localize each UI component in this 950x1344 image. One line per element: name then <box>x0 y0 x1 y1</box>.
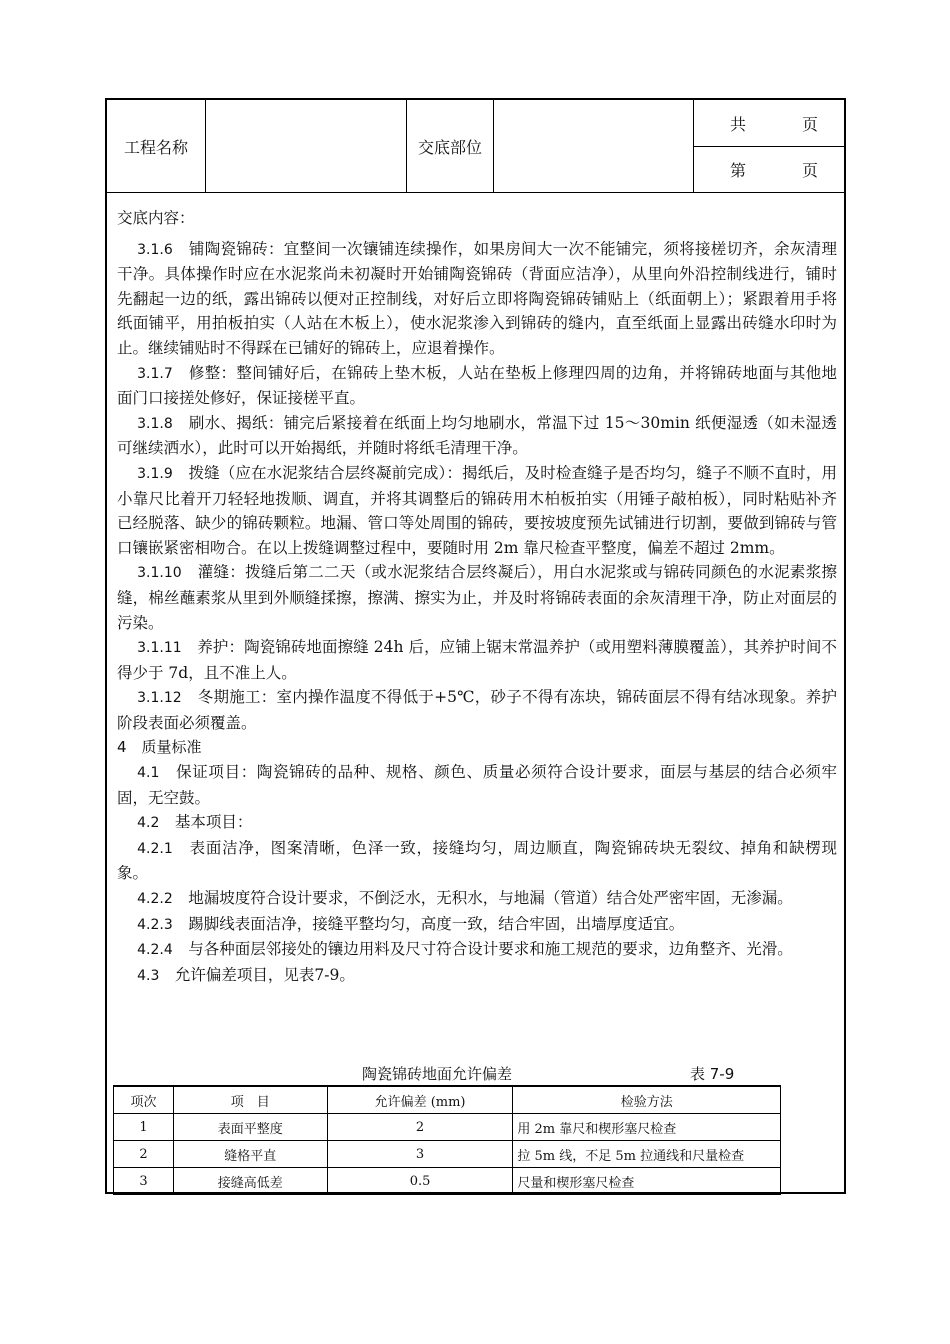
table-header-cell: 检验方法 <box>513 1086 781 1114</box>
paragraph: 4.1 保证项目：陶瓷锦砖的品种、规格、颜色、质量必须符合设计要求，面层与基层的结合必须牢固，无空鼓。 <box>117 763 837 807</box>
project-name-value <box>206 100 407 192</box>
table-cell: 缝格平直 <box>173 1141 327 1168</box>
paragraph: 3.1.10 灌缝：拨缝后第二二天（或水泥浆结合层终凝后），用白水泥浆或与锦砖同颜色的水泥素浆擦缝，棉丝蘸素浆从里到外顺缝揉擦，擦满、擦实为止，并及时将锦砖表面的余灰清理干净，防止对面层的污染。 <box>117 563 837 632</box>
paragraph: 4.2 基本项目： <box>137 813 253 832</box>
disclosure-form <box>105 98 846 1194</box>
table-cell: 尺量和楔形塞尺检查 <box>513 1168 781 1195</box>
table-cell: 2 <box>114 1141 174 1168</box>
form-header <box>107 100 844 193</box>
tolerance-table <box>113 1085 781 1195</box>
table-cell: 2 <box>327 1114 513 1141</box>
paragraph: 4.3 允许偏差项目，见表7-9。 <box>137 965 355 984</box>
table-caption <box>107 1063 844 1085</box>
paragraph: 4.2.3 踢脚线表面洁净，接缝平整均匀，高度一致，结合牢固，出墙厚度适宜。 <box>137 914 685 933</box>
total-pages: 共 页 <box>730 114 819 134</box>
table-header-cell: 项 目 <box>173 1086 327 1114</box>
table-cell: 用 2m 靠尺和楔形塞尺检查 <box>513 1114 781 1141</box>
disclosure-part-label: 交底部位 <box>407 100 494 192</box>
page-info <box>694 100 844 192</box>
table-header-cell: 项次 <box>114 1086 174 1114</box>
paragraph: 3.1.6 铺陶瓷锦砖：宜整间一次镶铺连续操作，如果房间大一次不能铺完，须将接槎切齐，余灰清理干净。具体操作时应在水泥浆尚未初凝时开始铺陶瓷锦砖（背面应洁净），从里向外沿控制线进行，铺时先翻起一边的纸，露出锦砖以便对正控制线，对好后立即将陶瓷锦砖铺贴上（纸面朝上）；紧跟着用手将纸面铺平，用拍板拍实（人站在木板上），使水泥浆渗入到锦砖的缝内，直至纸面上显露出砖缝水印时为止。继续铺贴时不得踩在已铺好的锦砖上，应退着操作。 <box>117 239 837 357</box>
page-number: 第 页 <box>694 146 844 192</box>
table-number: 表 7-9 <box>690 1065 735 1083</box>
paragraph: 3.1.7 修整：整间铺好后，在锦砖上垫木板，人站在垫板上修理四周的边角，并将锦砖地面与其他地面门口接搓处修好，保证接槎平直。 <box>117 363 837 408</box>
project-name-label: 工程名称 <box>107 100 206 192</box>
paragraph: 4.2.1 表面洁净，图案清晰，色泽一致，接缝均匀，周边顺直，陶瓷锦砖块无裂纹、掉角和缺楞现象。 <box>117 838 837 883</box>
table-header-row <box>114 1086 781 1114</box>
table-cell: 3 <box>327 1141 513 1168</box>
paragraph: 4.2.4 与各种面层邻接处的镶边用料及尺寸符合设计要求和施工规范的要求，边角整齐、光滑。 <box>137 940 793 959</box>
disclosure-part-value <box>494 100 694 192</box>
paragraph: 3.1.11 养护：陶瓷锦砖地面擦缝 24h 后，应铺上锯末常温养护（或用塑料薄膜覆盖），其养护时间不得少于 7d，且不准上人。 <box>117 638 837 682</box>
content-title: 交底内容： <box>117 209 195 227</box>
table-cell: 拉 5m 线，不足 5m 拉通线和尺量检查 <box>513 1141 781 1168</box>
table-cell: 3 <box>114 1168 174 1195</box>
table-row <box>114 1141 781 1168</box>
table-cell: 接缝高低差 <box>173 1168 327 1195</box>
paragraph: 3.1.12 冬期施工：室内操作温度不得低于+5℃，砂子不得有冻块，锦砖面层不得有结冰现象。养护阶段表面必须覆盖。 <box>117 688 837 732</box>
table-header-cell: 允许偏差 (mm) <box>327 1086 513 1114</box>
table-cell: 表面平整度 <box>173 1114 327 1141</box>
section-heading: 4 质量标准 <box>117 738 202 757</box>
paragraph: 4.2.2 地漏坡度符合设计要求，不倒泛水，无积水，与地漏（管道）结合处严密牢固，无渗漏。 <box>137 889 793 908</box>
table-row <box>114 1114 781 1141</box>
paragraph: 3.1.9 拨缝（应在水泥浆结合层终凝前完成）：揭纸后，及时检查缝子是否均匀，缝子不顺不直时，用小靠尺比着开刀轻轻地拨顺、调直，并将其调整后的锦砖用木柏板拍实（用锤子敲柏板），同时粘贴补齐已经脱落、缺少的锦砖颗粒。地漏、管口等处周围的锦砖，要按坡度预先试铺进行切割，要做到锦砖与管口镶嵌紧密相吻合。在以上拨缝调整过程中，要随时用 2m 靠尺检查平整度，偏差不超过 2mm。 <box>117 463 837 557</box>
table-cell: 0.5 <box>327 1168 513 1195</box>
table-row <box>114 1168 781 1195</box>
table-cell: 1 <box>114 1114 174 1141</box>
disclosure-content <box>117 206 837 988</box>
table-title: 陶瓷锦砖地面允许偏差 <box>362 1065 513 1083</box>
paragraph: 3.1.8 刷水、揭纸：铺完后紧接着在纸面上均匀地刷水，常温下过 15～30min 纸便湿透（如未湿透可继续洒水），此时可以开始揭纸，并随时将纸毛清理干净。 <box>117 413 837 458</box>
